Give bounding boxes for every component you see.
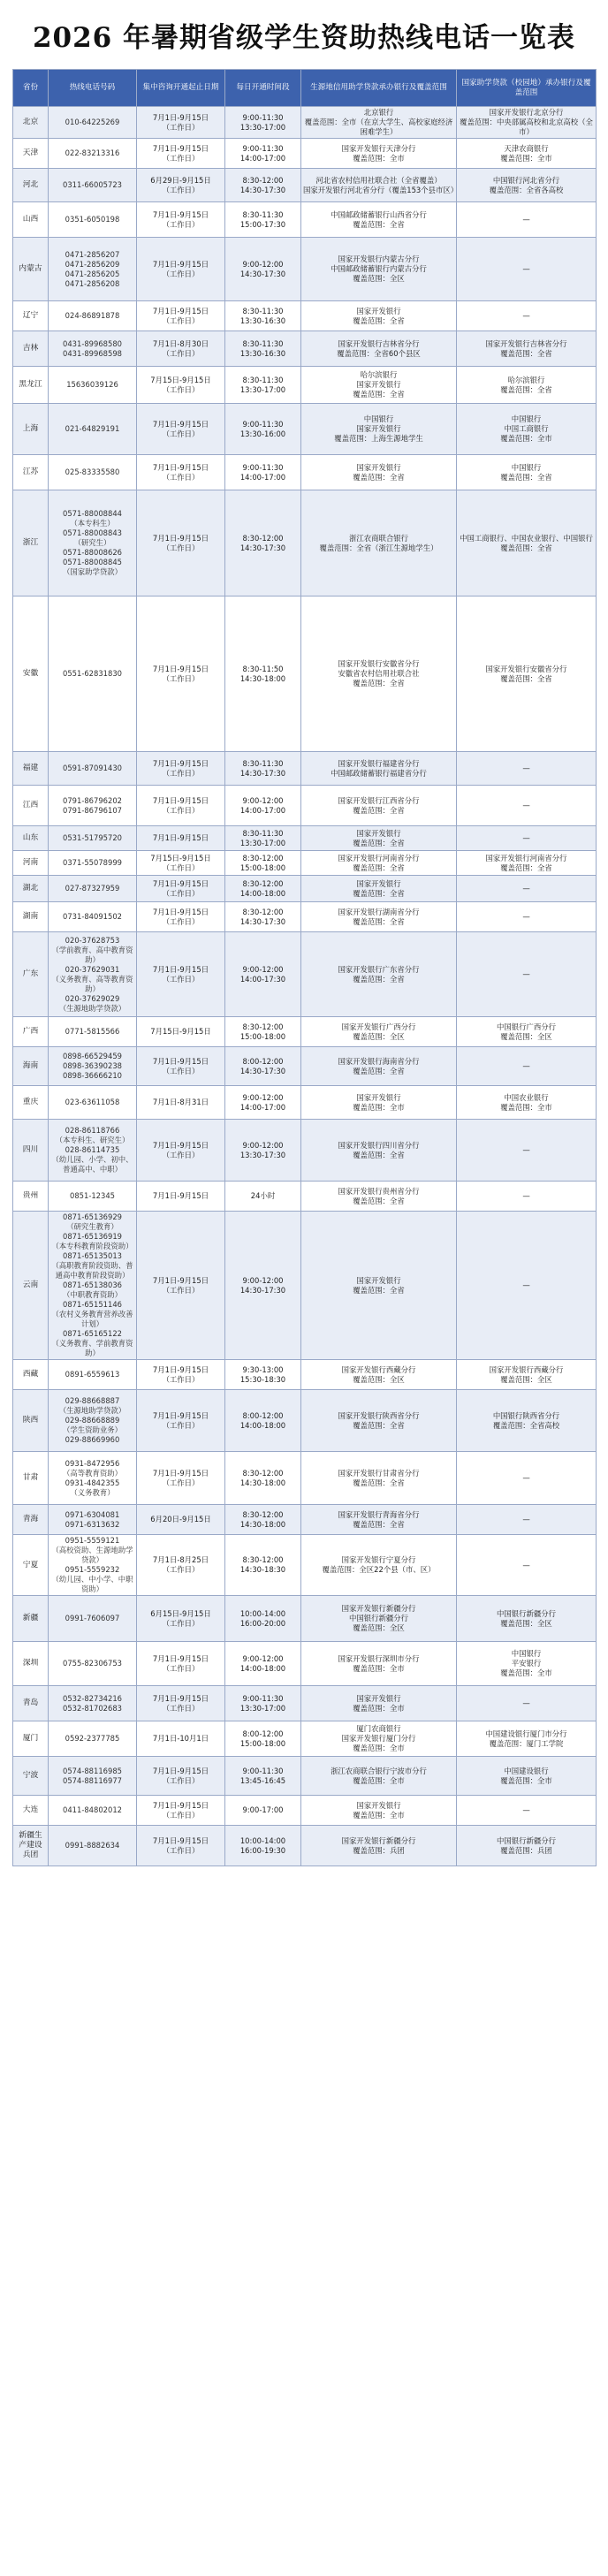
hours-cell: 9:00-17:00 [225, 1796, 301, 1826]
column-header-campus-bank: 国家助学贷款（校园地）承办银行及覆盖范围 [457, 70, 597, 107]
hours-cell: 8:30-11:30 13:30-17:00 [225, 826, 301, 851]
phone-cell: 027-87327959 [49, 876, 137, 902]
dates-cell: 7月1日-9月15日 （工作日） [137, 1212, 225, 1360]
dates-cell: 7月1日-8月31日 [137, 1086, 225, 1120]
province-cell: 山东 [13, 826, 49, 851]
campus-bank-cell: — [457, 1047, 597, 1086]
province-cell: 北京 [13, 107, 49, 139]
phone-cell: 0574-88116985 0574-88116977 [49, 1757, 137, 1796]
local-bank-cell: 厦门农商银行 国家开发银行厦门分行 覆盖范围：全市 [301, 1721, 457, 1757]
dates-cell: 7月15日-9月15日 （工作日） [137, 851, 225, 876]
province-cell: 甘肃 [13, 1452, 49, 1505]
province-cell: 贵州 [13, 1182, 49, 1212]
phone-cell: 021-64829191 [49, 404, 137, 455]
province-cell: 黑龙江 [13, 367, 49, 404]
table-row [13, 1796, 597, 1826]
province-cell: 湖北 [13, 876, 49, 902]
hours-cell: 9:00-12:00 14:30-17:30 [225, 238, 301, 301]
province-cell: 大连 [13, 1796, 49, 1826]
province-cell: 四川 [13, 1120, 49, 1182]
hours-cell: 9:00-12:00 14:30-17:30 [225, 1212, 301, 1360]
campus-bank-cell: — [457, 932, 597, 1017]
hours-cell: 9:00-11:30 14:00-17:00 [225, 455, 301, 490]
hours-cell: 8:30-12:00 14:30-18:00 [225, 1505, 301, 1535]
hours-cell: 8:30-12:00 14:30-18:30 [225, 1535, 301, 1596]
column-header-phone: 热线电话号码 [49, 70, 137, 107]
province-cell: 河北 [13, 169, 49, 202]
hours-cell: 8:30-12:00 14:30-18:00 [225, 1452, 301, 1505]
dates-cell: 7月1日-9月15日 （工作日） [137, 786, 225, 826]
campus-bank-cell: 中国建设银行 覆盖范围：全市 [457, 1757, 597, 1796]
phone-cell: 028-86118766 （本专科生、研究生） 028-86114735 （幼儿园、小学、初中、普通高中、中职） [49, 1120, 137, 1182]
dates-cell: 7月1日-9月15日 （工作日） [137, 902, 225, 932]
campus-bank-cell: 中国银行广西分行 覆盖范围：全区 [457, 1017, 597, 1047]
local-bank-cell: 国家开发银行新疆分行 覆盖范围：兵团 [301, 1826, 457, 1866]
local-bank-cell: 国家开发银行吉林省分行 覆盖范围：全省60个县区 [301, 331, 457, 367]
hours-cell: 10:00-14:00 16:00-20:00 [225, 1596, 301, 1642]
dates-cell: 7月1日-9月15日 （工作日） [137, 1796, 225, 1826]
phone-cell: 023-63611058 [49, 1086, 137, 1120]
table-row [13, 301, 597, 331]
province-cell: 吉林 [13, 331, 49, 367]
table-row [13, 1642, 597, 1686]
dates-cell: 6月20日-9月15日 [137, 1505, 225, 1535]
campus-bank-cell: 国家开发银行安徽省分行 覆盖范围：全省 [457, 597, 597, 752]
column-header-province: 省份 [13, 70, 49, 107]
table-row [13, 490, 597, 597]
dates-cell: 7月1日-9月15日 （工作日） [137, 1452, 225, 1505]
phone-cell: 025-83335580 [49, 455, 137, 490]
province-cell: 辽宁 [13, 301, 49, 331]
dates-cell: 7月1日-9月15日 （工作日） [137, 238, 225, 301]
table-row [13, 1535, 597, 1596]
table-row [13, 367, 597, 404]
local-bank-cell: 国家开发银行贵州省分行 覆盖范围：全省 [301, 1182, 457, 1212]
province-cell: 江西 [13, 786, 49, 826]
local-bank-cell: 国家开发银行宁夏分行 覆盖范围：全区22个县（市、区） [301, 1535, 457, 1596]
phone-cell: 0871-65136929 （研究生教育） 0871-65136919 （本专科教育阶段资助） 0871-65135013 （高职教育阶段资助、普通高中教育阶段资助） 0871-65138036 （中职教育资助） 0871-65151146 （农村义务教育营养改善计划） 0871-65165122 （义务教育、学前教育资助） [49, 1212, 137, 1360]
local-bank-cell: 国家开发银行安徽省分行 安徽省农村信用社联合社 覆盖范围：全省 [301, 597, 457, 752]
province-cell: 江苏 [13, 455, 49, 490]
campus-bank-cell: 天津农商银行 覆盖范围：全市 [457, 139, 597, 169]
table-row [13, 139, 597, 169]
campus-bank-cell: 中国银行 覆盖范围：全省 [457, 455, 597, 490]
local-bank-cell: 河北省农村信用社联合社（全省覆盖） 国家开发银行河北省分行（覆盖153个县市区） [301, 169, 457, 202]
campus-bank-cell: 中国建设银行厦门市分行 覆盖范围：厦门工学院 [457, 1721, 597, 1757]
hours-cell: 8:30-11:30 14:30-17:30 [225, 752, 301, 786]
local-bank-cell: 国家开发银行新疆分行 中国银行新疆分行 覆盖范围：全区 [301, 1596, 457, 1642]
campus-bank-cell: 哈尔滨银行 覆盖范围：全省 [457, 367, 597, 404]
province-cell: 宁波 [13, 1757, 49, 1796]
table-row [13, 1452, 597, 1505]
campus-bank-cell: 中国银行 中国工商银行 覆盖范围：全市 [457, 404, 597, 455]
dates-cell: 7月1日-9月15日 （工作日） [137, 455, 225, 490]
province-cell: 内蒙古 [13, 238, 49, 301]
table-row [13, 1757, 597, 1796]
phone-cell: 029-88668887 （生源地助学贷款） 029-88668889 （学生资助业务） 029-88669960 [49, 1390, 137, 1452]
table-row [13, 238, 597, 301]
table-row [13, 1047, 597, 1086]
campus-bank-cell: 国家开发银行河南省分行 覆盖范围：全省 [457, 851, 597, 876]
province-cell: 广东 [13, 932, 49, 1017]
phone-cell: 0591-87091430 [49, 752, 137, 786]
campus-bank-cell: — [457, 301, 597, 331]
table-header [13, 70, 597, 107]
hours-cell: 9:00-12:00 13:30-17:30 [225, 1120, 301, 1182]
table-row [13, 597, 597, 752]
province-cell: 上海 [13, 404, 49, 455]
local-bank-cell: 国家开发银行西藏分行 覆盖范围：全区 [301, 1360, 457, 1390]
dates-cell: 7月15日-9月15日 [137, 1017, 225, 1047]
province-cell: 重庆 [13, 1086, 49, 1120]
campus-bank-cell: — [457, 1796, 597, 1826]
dates-cell: 7月1日-9月15日 （工作日） [137, 490, 225, 597]
local-bank-cell: 国家开发银行江西省分行 覆盖范围：全省 [301, 786, 457, 826]
hours-cell: 9:00-12:00 14:00-17:30 [225, 932, 301, 1017]
local-bank-cell: 国家开发银行 覆盖范围：全省 [301, 455, 457, 490]
province-cell: 河南 [13, 851, 49, 876]
campus-bank-cell: 中国工商银行、中国农业银行、中国银行 覆盖范围：全省 [457, 490, 597, 597]
campus-bank-cell: — [457, 1452, 597, 1505]
dates-cell: 7月1日-9月15日 （工作日） [137, 404, 225, 455]
province-cell: 山西 [13, 202, 49, 238]
campus-bank-cell: 中国银行河北省分行 覆盖范围：全省各高校 [457, 169, 597, 202]
campus-bank-cell: 国家开发银行西藏分行 覆盖范围：全区 [457, 1360, 597, 1390]
local-bank-cell: 浙江农商联合银行宁波市分行 覆盖范围：全市 [301, 1757, 457, 1796]
phone-cell: 0771-5815566 [49, 1017, 137, 1047]
campus-bank-cell: 国家开发银行北京分行 覆盖范围：中央部属高校和北京高校（全市） [457, 107, 597, 139]
dates-cell: 7月1日-9月15日 （工作日） [137, 597, 225, 752]
table-row [13, 1086, 597, 1120]
table-row [13, 455, 597, 490]
province-cell: 福建 [13, 752, 49, 786]
province-cell: 湖南 [13, 902, 49, 932]
province-cell: 浙江 [13, 490, 49, 597]
dates-cell: 7月1日-9月15日 （工作日） [137, 752, 225, 786]
campus-bank-cell: 中国银行新疆分行 覆盖范围：全区 [457, 1596, 597, 1642]
province-cell: 陕西 [13, 1390, 49, 1452]
hours-cell: 9:00-12:00 14:00-17:00 [225, 1086, 301, 1120]
local-bank-cell: 国家开发银行福建省分行 中国邮政储蓄银行福建省分行 [301, 752, 457, 786]
table-row [13, 1120, 597, 1182]
page-title: 2026 年暑期省级学生资助热线电话一览表 [32, 21, 576, 54]
hours-cell: 9:00-12:00 14:00-18:00 [225, 1642, 301, 1686]
dates-cell: 7月1日-8月30日 （工作日） [137, 331, 225, 367]
dates-cell: 7月1日-9月15日 （工作日） [137, 202, 225, 238]
phone-cell: 0951-5559121 （高校资助、生源地助学贷款） 0951-5559232 （幼儿园、中小学、中职资助） [49, 1535, 137, 1596]
campus-bank-cell: — [457, 202, 597, 238]
local-bank-cell: 国家开发银行湖南省分行 覆盖范围：全省 [301, 902, 457, 932]
table-row [13, 202, 597, 238]
local-bank-cell: 国家开发银行 覆盖范围：全市 [301, 1686, 457, 1721]
phone-cell: 0551-62831830 [49, 597, 137, 752]
phone-cell: 020-37628753 （学前教育、高中教育资助） 020-37629031 （义务教育、高等教育资助） 020-37629029 （生源地助学贷款） [49, 932, 137, 1017]
phone-cell: 0351-6050198 [49, 202, 137, 238]
local-bank-cell: 北京银行 覆盖范围：全市（在京大学生、高校家庭经济困难学生） [301, 107, 457, 139]
phone-cell: 0471-2856207 0471-2856209 0471-2856205 0471-2856208 [49, 238, 137, 301]
phone-cell: 0991-7606097 [49, 1596, 137, 1642]
hours-cell: 9:30-13:00 15:30-18:30 [225, 1360, 301, 1390]
dates-cell: 7月1日-9月15日 （工作日） [137, 1686, 225, 1721]
phone-cell: 0431-89968580 0431-89968598 [49, 331, 137, 367]
hours-cell: 8:30-12:00 15:00-18:00 [225, 1017, 301, 1047]
local-bank-cell: 国家开发银行青海省分行 覆盖范围：全省 [301, 1505, 457, 1535]
phone-cell: 0991-8882634 [49, 1826, 137, 1866]
local-bank-cell: 国家开发银行河南省分行 覆盖范围：全省 [301, 851, 457, 876]
table-row [13, 1596, 597, 1642]
campus-bank-cell: — [457, 902, 597, 932]
dates-cell: 7月15日-9月15日 （工作日） [137, 367, 225, 404]
table-row [13, 331, 597, 367]
hours-cell: 8:30-11:30 13:30-17:00 [225, 367, 301, 404]
province-cell: 天津 [13, 139, 49, 169]
phone-cell: 0971-6304081 0971-6313632 [49, 1505, 137, 1535]
hours-cell: 8:30-11:30 13:30-16:30 [225, 301, 301, 331]
province-cell: 新疆 [13, 1596, 49, 1642]
table-row [13, 1017, 597, 1047]
table-row [13, 932, 597, 1017]
hours-cell: 24小时 [225, 1182, 301, 1212]
hours-cell: 8:30-12:00 14:30-17:30 [225, 169, 301, 202]
phone-cell: 024-86891878 [49, 301, 137, 331]
local-bank-cell: 国家开发银行四川省分行 覆盖范围：全省 [301, 1120, 457, 1182]
phone-cell: 022-83213316 [49, 139, 137, 169]
local-bank-cell: 国家开发银行广东省分行 覆盖范围：全省 [301, 932, 457, 1017]
phone-cell: 0371-55078999 [49, 851, 137, 876]
hours-cell: 10:00-14:00 16:00-19:30 [225, 1826, 301, 1866]
local-bank-cell: 国家开发银行 覆盖范围：全市 [301, 1086, 457, 1120]
dates-cell: 7月1日-9月15日 （工作日） [137, 1826, 225, 1866]
dates-cell: 7月1日-9月15日 （工作日） [137, 107, 225, 139]
province-cell: 新疆生产建设兵团 [13, 1826, 49, 1866]
campus-bank-cell: — [457, 1505, 597, 1535]
phone-cell: 0571-88008844 （本专科生） 0571-88008843 （研究生） 0571-88008626 0571-88008845 （国家助学贷款） [49, 490, 137, 597]
local-bank-cell: 浙江农商联合银行 覆盖范围：全省（浙江生源地学生） [301, 490, 457, 597]
dates-cell: 7月1日-9月15日 [137, 1182, 225, 1212]
hours-cell: 8:30-12:00 14:30-17:30 [225, 902, 301, 932]
table-row [13, 752, 597, 786]
campus-bank-cell: — [457, 1120, 597, 1182]
hours-cell: 9:00-11:30 13:30-16:00 [225, 404, 301, 455]
local-bank-cell: 国家开发银行海南省分行 覆盖范围：全省 [301, 1047, 457, 1086]
local-bank-cell: 国家开发银行甘肃省分行 覆盖范围：全省 [301, 1452, 457, 1505]
table-body [13, 107, 597, 1866]
table-row [13, 404, 597, 455]
local-bank-cell: 国家开发银行深圳市分行 覆盖范围：全市 [301, 1642, 457, 1686]
hours-cell: 8:30-11:30 15:00-17:30 [225, 202, 301, 238]
campus-bank-cell: 国家开发银行吉林省分行 覆盖范围：全省 [457, 331, 597, 367]
local-bank-cell: 中国银行 国家开发银行 覆盖范围：上海生源地学生 [301, 404, 457, 455]
local-bank-cell: 国家开发银行 覆盖范围：全市 [301, 1796, 457, 1826]
dates-cell: 7月1日-9月15日 [137, 826, 225, 851]
campus-bank-cell: 中国银行新疆分行 覆盖范围：兵团 [457, 1826, 597, 1866]
local-bank-cell: 国家开发银行内蒙古分行 中国邮政储蓄银行内蒙古分行 覆盖范围：全区 [301, 238, 457, 301]
table-row [13, 107, 597, 139]
phone-cell: 0311-66005723 [49, 169, 137, 202]
dates-cell: 7月1日-9月15日 （工作日） [137, 1047, 225, 1086]
hours-cell: 8:30-12:00 14:30-17:30 [225, 490, 301, 597]
hours-cell: 8:30-11:50 14:30-18:00 [225, 597, 301, 752]
table-row [13, 1182, 597, 1212]
hours-cell: 9:00-11:30 14:00-17:00 [225, 139, 301, 169]
hours-cell: 8:30-11:30 13:30-16:30 [225, 331, 301, 367]
local-bank-cell: 国家开发银行 覆盖范围：全省 [301, 826, 457, 851]
province-cell: 云南 [13, 1212, 49, 1360]
campus-bank-cell: — [457, 826, 597, 851]
local-bank-cell: 国家开发银行陕西省分行 覆盖范围：全省 [301, 1390, 457, 1452]
phone-cell: 010-64225269 [49, 107, 137, 139]
phone-cell: 0731-84091502 [49, 902, 137, 932]
local-bank-cell: 国家开发银行广西分行 覆盖范围：全区 [301, 1017, 457, 1047]
dates-cell: 7月1日-9月15日 （工作日） [137, 1642, 225, 1686]
phone-cell: 0755-82306753 [49, 1642, 137, 1686]
campus-bank-cell: — [457, 238, 597, 301]
campus-bank-cell: — [457, 1535, 597, 1596]
table-row [13, 851, 597, 876]
dates-cell: 7月1日-9月15日 （工作日） [137, 139, 225, 169]
table-row [13, 1212, 597, 1360]
local-bank-cell: 国家开发银行 覆盖范围：全省 [301, 1212, 457, 1360]
phone-cell: 0931-8472956 （高等教育资助） 0931-4842355 （义务教育） [49, 1452, 137, 1505]
hours-cell: 9:00-11:30 13:30-17:00 [225, 1686, 301, 1721]
campus-bank-cell: — [457, 1686, 597, 1721]
province-cell: 青海 [13, 1505, 49, 1535]
dates-cell: 7月1日-9月15日 （工作日） [137, 1360, 225, 1390]
column-header-local-bank: 生源地信用助学贷款承办银行及覆盖范围 [301, 70, 457, 107]
hours-cell: 9:00-11:30 13:45-16:45 [225, 1757, 301, 1796]
dates-cell: 7月1日-9月15日 （工作日） [137, 1757, 225, 1796]
phone-cell: 15636039126 [49, 367, 137, 404]
dates-cell: 7月1日-9月15日 （工作日） [137, 1120, 225, 1182]
local-bank-cell: 哈尔滨银行 国家开发银行 覆盖范围：全省 [301, 367, 457, 404]
hours-cell: 8:00-12:00 14:30-17:30 [225, 1047, 301, 1086]
hotline-table [12, 69, 597, 1866]
table-row [13, 902, 597, 932]
table-row [13, 826, 597, 851]
phone-cell: 0898-66529459 0898-36390238 0898-36666210 [49, 1047, 137, 1086]
province-cell: 广西 [13, 1017, 49, 1047]
table-row [13, 1721, 597, 1757]
province-cell: 宁夏 [13, 1535, 49, 1596]
table-row [13, 169, 597, 202]
local-bank-cell: 中国邮政储蓄银行山西省分行 覆盖范围：全省 [301, 202, 457, 238]
province-cell: 厦门 [13, 1721, 49, 1757]
table-row [13, 1686, 597, 1721]
dates-cell: 7月1日-10月1日 [137, 1721, 225, 1757]
table-row [13, 1390, 597, 1452]
dates-cell: 7月1日-9月15日 （工作日） [137, 932, 225, 1017]
hours-cell: 8:00-12:00 14:00-18:00 [225, 1390, 301, 1452]
table-row [13, 1505, 597, 1535]
campus-bank-cell: 中国银行陕西省分行 覆盖范围：全省高校 [457, 1390, 597, 1452]
campus-bank-cell: — [457, 752, 597, 786]
dates-cell: 6月29日-9月15日 （工作日） [137, 169, 225, 202]
table-row [13, 1826, 597, 1866]
campus-bank-cell: 中国银行 平安银行 覆盖范围：全市 [457, 1642, 597, 1686]
hours-cell: 8:00-12:00 15:00-18:00 [225, 1721, 301, 1757]
table-row [13, 876, 597, 902]
campus-bank-cell: — [457, 876, 597, 902]
phone-cell: 0791-86796202 0791-86796107 [49, 786, 137, 826]
campus-bank-cell: — [457, 1182, 597, 1212]
dates-cell: 7月1日-9月15日 （工作日） [137, 876, 225, 902]
local-bank-cell: 国家开发银行 覆盖范围：全省 [301, 876, 457, 902]
phone-cell: 0531-51795720 [49, 826, 137, 851]
campus-bank-cell: 中国农业银行 覆盖范围：全市 [457, 1086, 597, 1120]
hours-cell: 9:00-11:30 13:30-17:00 [225, 107, 301, 139]
phone-cell: 0411-84802012 [49, 1796, 137, 1826]
dates-cell: 6月15日-9月15日 （工作日） [137, 1596, 225, 1642]
province-cell: 西藏 [13, 1360, 49, 1390]
phone-cell: 0592-2377785 [49, 1721, 137, 1757]
phone-cell: 0891-6559613 [49, 1360, 137, 1390]
local-bank-cell: 国家开发银行天津分行 覆盖范围：全市 [301, 139, 457, 169]
local-bank-cell: 国家开发银行 覆盖范围：全省 [301, 301, 457, 331]
dates-cell: 7月1日-9月15日 （工作日） [137, 1390, 225, 1452]
table-row [13, 1360, 597, 1390]
province-cell: 深圳 [13, 1642, 49, 1686]
campus-bank-cell: — [457, 1212, 597, 1360]
dates-cell: 7月1日-8月25日 （工作日） [137, 1535, 225, 1596]
phone-cell: 0532-82734216 0532-81702683 [49, 1686, 137, 1721]
province-cell: 安徽 [13, 597, 49, 752]
table-row [13, 786, 597, 826]
campus-bank-cell: — [457, 786, 597, 826]
dates-cell: 7月1日-9月15日 （工作日） [137, 301, 225, 331]
column-header-hours: 每日开通时间段 [225, 70, 301, 107]
phone-cell: 0851-12345 [49, 1182, 137, 1212]
column-header-dates: 集中咨询开通起止日期 [137, 70, 225, 107]
hours-cell: 8:30-12:00 14:00-18:00 [225, 876, 301, 902]
province-cell: 海南 [13, 1047, 49, 1086]
province-cell: 青岛 [13, 1686, 49, 1721]
hours-cell: 8:30-12:00 15:00-18:00 [225, 851, 301, 876]
hours-cell: 9:00-12:00 14:00-17:00 [225, 786, 301, 826]
